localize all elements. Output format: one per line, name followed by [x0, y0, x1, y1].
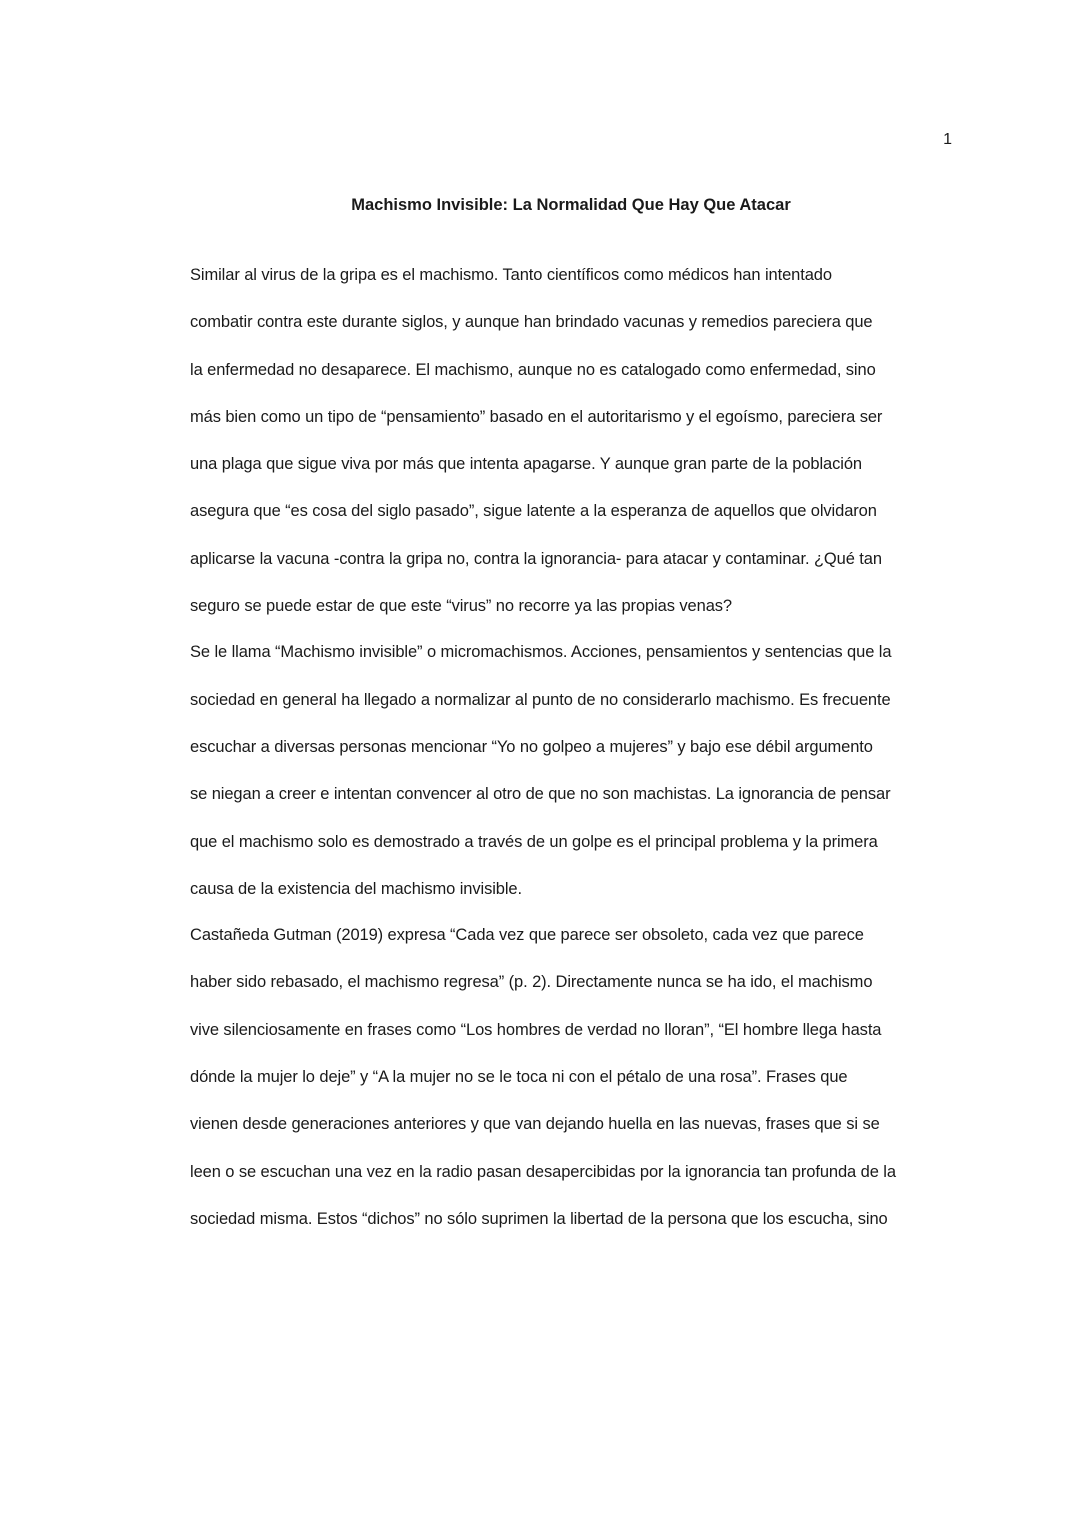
text-line: Similar al virus de la gripa es el machismo. Tanto científicos como médicos han intentado: [190, 266, 832, 284]
text-line: escuchar a diversas personas mencionar “Yo no golpeo a mujeres” y bajo ese débil argumento: [190, 737, 873, 756]
text-line: sociedad misma. Estos “dichos” no sólo suprimen la libertad de la persona que los escucha, sino: [190, 1209, 888, 1228]
text-line: la enfermedad no desaparece. El machismo, aunque no es catalogado como enfermedad, sino: [190, 360, 876, 379]
paragraph-2: [190, 629, 958, 913]
text-line: vienen desde generaciones anteriores y que van dejando huella en las nuevas, frases que si se: [190, 1115, 880, 1134]
text-line: combatir contra este durante siglos, y aunque han brindado vacunas y remedios pareciera que: [190, 313, 873, 332]
text-line: dónde la mujer lo deje” y “A la mujer no se le toca ni con el pétalo de una rosa”. Frases que: [190, 1068, 848, 1087]
text-line: haber sido rebasado, el machismo regresa” (p. 2). Directamente nunca se ha ido, el machismo: [190, 973, 873, 992]
text-line: una plaga que sigue viva por más que intenta apagarse. Y aunque gran parte de la población: [190, 455, 862, 474]
text-line: leen o se escuchan una vez en la radio pasan desapercibidas por la ignorancia tan profunda de la: [190, 1162, 896, 1181]
text-line: aplicarse la vacuna -contra la gripa no, contra la ignorancia- para atacar y contaminar. ¿Qué tan: [190, 549, 882, 568]
text-line: vive silenciosamente en frases como “Los hombres de verdad no lloran”, “El hombre llega hasta: [190, 1020, 882, 1039]
text-line: Castañeda Gutman (2019) expresa “Cada vez que parece ser obsoleto, cada vez que parece: [190, 926, 864, 945]
text-line: se niegan a creer e intentan convencer al otro de que no son machistas. La ignorancia de pensar: [190, 785, 891, 804]
paragraph-3: [190, 912, 958, 1243]
text-line: más bien como un tipo de “pensamiento” basado en el autoritarismo y el egoísmo, pareciera ser: [190, 407, 883, 426]
paragraph-1: [190, 252, 958, 630]
text-line: seguro se puede estar de que este “virus” no recorre ya las propias venas?: [190, 597, 732, 616]
text-line: Se le llama “Machismo invisible” o micromachismos. Acciones, pensamientos y sentencias que la: [190, 643, 892, 662]
document-body: [190, 252, 958, 1242]
text-line: que el machismo solo es demostrado a través de un golpe es el principal problema y la primera: [190, 832, 878, 851]
text-line: causa de la existencia del machismo invisible.: [190, 879, 522, 898]
page-number: 1: [943, 131, 952, 148]
text-line: asegura que “es cosa del siglo pasado”, sigue latente a la esperanza de aquellos que olvidaron: [190, 502, 877, 521]
text-line: sociedad en general ha llegado a normalizar al punto de no considerarlo machismo. Es frecuente: [190, 690, 891, 709]
document-title: Machismo Invisible: La Normalidad Que Hay Que Atacar: [351, 196, 791, 214]
